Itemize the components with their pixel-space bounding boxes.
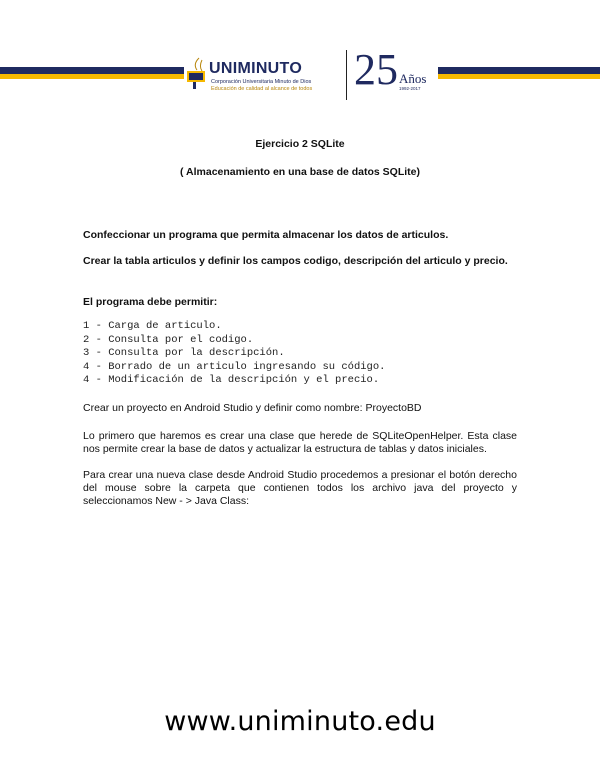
requirements-list	[83, 320, 385, 388]
list-item: 3 - Consulta por la descripción.	[83, 347, 285, 359]
header-band-right	[438, 67, 600, 79]
anniversary-word: Años	[399, 71, 427, 86]
helper-paragraph: Lo primero que haremos es crear una clase que herede de SQLiteOpenHelper. Esta clase nos permite crear la base de datos y actualizar la estructura de tablas y datos iniciales.	[83, 430, 517, 455]
requirements-heading: El programa debe permitir:	[83, 296, 218, 308]
anniversary-years: 1992-2017	[399, 86, 421, 91]
logo-emblem-icon	[185, 56, 207, 90]
logo-tagline: Educación de calidad al alcance de todos	[211, 86, 313, 92]
project-instruction: Crear un proyecto en Android Studio y definir como nombre: ProyectoBD	[83, 402, 422, 414]
page-title: Ejercicio 2 SQLite	[255, 138, 345, 150]
table-instruction: Crear la tabla articulos y definir los campos codigo, descripción del articulo y precio.	[83, 255, 508, 267]
list-item: 1 - Carga de articulo.	[83, 320, 222, 332]
list-item: 4 - Borrado de un articulo ingresando su código.	[83, 360, 386, 373]
footer-url: www.uniminuto.edu	[164, 706, 436, 737]
uniminuto-logo	[185, 54, 345, 94]
intro-paragraph: Confeccionar un programa que permita almacenar los datos de articulos.	[83, 229, 449, 241]
new-class-paragraph: Para crear una nueva clase desde Android Studio procedemos a presionar el botón derecho del mouse sobre la carpeta que contienen todos los archivo java del proyecto y seleccionamos New - > Java Class:	[83, 469, 517, 507]
list-item: 4 - Modificación de la descripción y el precio.	[83, 374, 380, 386]
anniversary-number: 25	[354, 45, 398, 94]
logo-subtitle: Corporación Universitaria Minuto de Dios	[211, 79, 312, 85]
anniversary-logo	[354, 45, 438, 100]
header-band-left	[0, 67, 184, 79]
logo-brand: UNIMINUTO	[209, 60, 303, 77]
list-item: 2 - Consulta por el codigo.	[83, 333, 254, 346]
header-divider	[346, 50, 347, 100]
page-subtitle: ( Almacenamiento en una base de datos SQLite)	[180, 166, 420, 178]
